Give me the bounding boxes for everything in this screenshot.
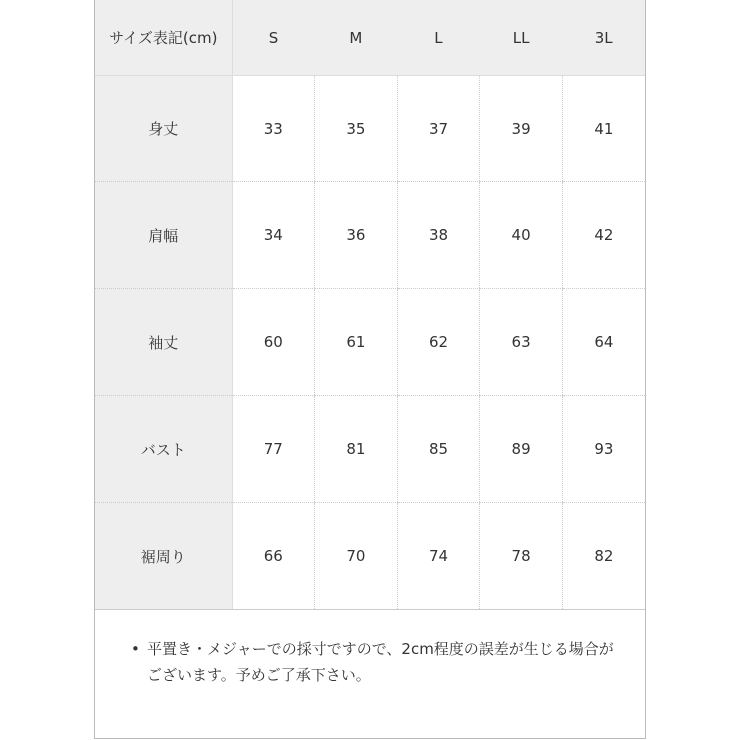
value-cell: 35 (315, 76, 398, 182)
value-cell: 78 (480, 503, 563, 610)
header-label-cell: サイズ表記(cm) (95, 0, 232, 76)
measurement-note (95, 610, 645, 738)
table-row (95, 76, 645, 182)
value-cell: 89 (480, 396, 563, 503)
value-cell: 62 (397, 289, 480, 396)
value-cell: 40 (480, 182, 563, 289)
table-row (95, 182, 645, 289)
value-cell: 39 (480, 76, 563, 182)
value-cell: 93 (562, 396, 645, 503)
value-cell: 82 (562, 503, 645, 610)
size-header-cell: LL (480, 0, 563, 76)
value-cell: 36 (315, 182, 398, 289)
row-label-cell: 身丈 (95, 76, 232, 182)
list-item (131, 636, 627, 688)
table-row (95, 289, 645, 396)
size-header-cell: S (232, 0, 315, 76)
value-cell: 33 (232, 76, 315, 182)
value-cell: 85 (397, 396, 480, 503)
header-row (95, 0, 645, 76)
row-label-cell: 肩幅 (95, 182, 232, 289)
value-cell: 66 (232, 503, 315, 610)
value-cell: 74 (397, 503, 480, 610)
value-cell: 60 (232, 289, 315, 396)
value-cell: 42 (562, 182, 645, 289)
size-header-cell: L (397, 0, 480, 76)
value-cell: 38 (397, 182, 480, 289)
value-cell: 77 (232, 396, 315, 503)
value-cell: 81 (315, 396, 398, 503)
size-header-cell: M (315, 0, 398, 76)
table-row (95, 503, 645, 610)
note-text: 平置き・メジャーでの採寸ですので、2cm程度の誤差が生じる場合がございます。予めご了承下さい。 (147, 640, 614, 684)
value-cell: 70 (315, 503, 398, 610)
row-label-cell: 裾周り (95, 503, 232, 610)
size-header-cell: 3L (562, 0, 645, 76)
value-cell: 61 (315, 289, 398, 396)
value-cell: 63 (480, 289, 563, 396)
row-label-cell: バスト (95, 396, 232, 503)
table-row (95, 396, 645, 503)
bullet-icon: • (131, 640, 140, 658)
value-cell: 34 (232, 182, 315, 289)
size-table (95, 0, 645, 610)
value-cell: 41 (562, 76, 645, 182)
size-chart-frame (94, 0, 646, 739)
value-cell: 37 (397, 76, 480, 182)
value-cell: 64 (562, 289, 645, 396)
row-label-cell: 袖丈 (95, 289, 232, 396)
